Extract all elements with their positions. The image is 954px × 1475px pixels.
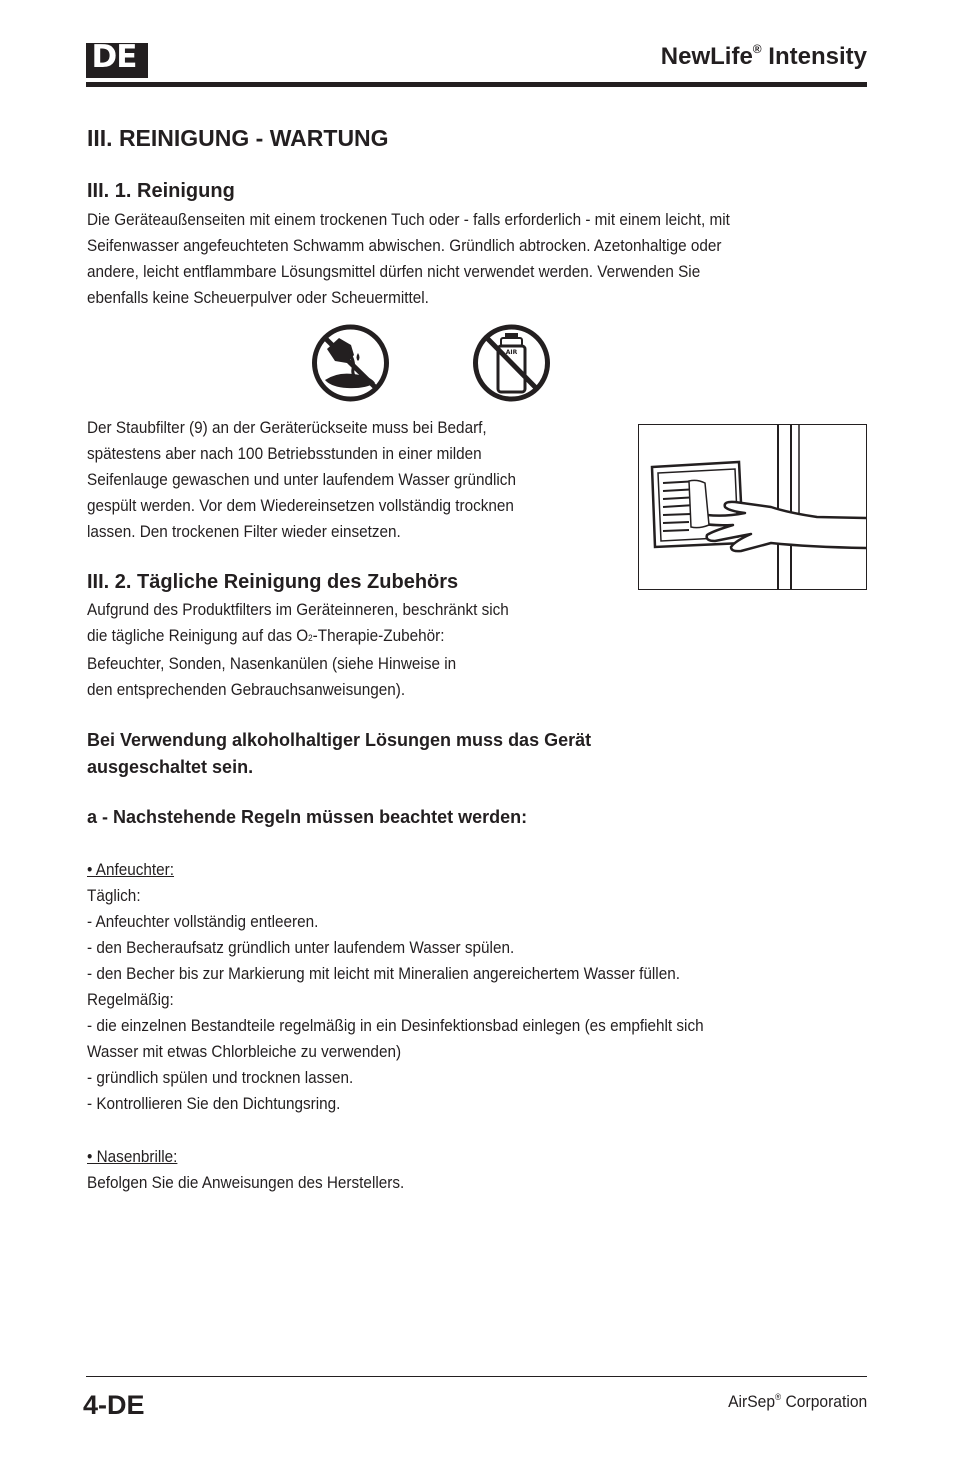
page-number: 4-DE — [83, 1390, 145, 1420]
text-line: andere, leicht entflammbare Lösungsmittel dürfen nicht verwendet werden. Verwenden Sie — [87, 262, 701, 281]
text-line: gespült werden. Vor dem Wiedereinsetzen vollständig trocknen — [87, 496, 514, 515]
text-line: Aufgrund des Produktfilters im Geräteinneren, beschränkt sich — [87, 600, 509, 619]
header-rule — [86, 82, 867, 87]
registered-mark: ® — [774, 1392, 781, 1402]
text-fragment: die tägliche Reinigung auf das O — [87, 626, 309, 645]
text-line: - Anfeuchter vollständig entleeren. — [87, 912, 319, 931]
text-line: - den Becheraufsatz gründlich unter laufendem Wasser spülen. — [87, 938, 515, 957]
text-line: - den Becher bis zur Markierung mit leicht mit Mineralien angereichertem Wasser füllen. — [87, 964, 680, 983]
text-line: Seifenlauge gewaschen und unter laufendem Wasser gründlich — [87, 470, 516, 489]
reinigung-heading: III. 1. Reinigung — [87, 180, 235, 202]
text-line: den entsprechenden Gebrauchsanweisungen). — [87, 680, 406, 699]
company-name — [728, 1392, 867, 1412]
text-line: - Kontrollieren Sie den Dichtungsring. — [87, 1094, 341, 1113]
text-line: Der Staubfilter (9) an der Geräterückseite muss bei Bedarf, — [87, 418, 487, 437]
footer-rule — [86, 1376, 867, 1377]
nasenbrille-title: • Nasenbrille: — [87, 1147, 178, 1166]
text-line: Regelmäßig: — [87, 990, 174, 1009]
text-line — [87, 623, 509, 651]
section-title: III. REINIGUNG - WARTUNG — [87, 125, 389, 151]
text-line: spätestens aber nach 100 Betriebsstunden in einer milden — [87, 444, 482, 463]
company-suffix: Corporation — [780, 1392, 867, 1411]
text-line: Die Geräteaußenseiten mit einem trockenen Tuch oder - falls erforderlich - mit einem leicht, mit — [87, 210, 730, 229]
product-name: NewLife — [660, 43, 753, 70]
text-line: ebenfalls keine Scheuerpulver oder Scheuermittel. — [87, 288, 429, 307]
text-line: Seifenwasser angefeuchteten Schwamm abwischen. Gründlich abtrocken. Azetonhaltige oder — [87, 236, 722, 255]
product-model: Intensity — [761, 43, 867, 70]
warning-line: Bei Verwendung alkoholhaltiger Lösungen muss das Gerät — [87, 730, 592, 750]
language-badge — [86, 39, 148, 78]
product-title — [661, 43, 867, 71]
reinigung-paragraph — [87, 207, 730, 311]
no-liquid-icon — [309, 323, 392, 403]
spray-can-label: AIR — [505, 349, 518, 356]
filter-paragraph — [87, 415, 516, 545]
rules-heading: a - Nachstehende Regeln müssen beachtet werden: — [87, 807, 528, 827]
text-fragment: -Therapie-Zubehör: — [312, 626, 445, 645]
anfeuchter-title: • Anfeuchter: — [87, 860, 175, 879]
filter-removal-illustration — [638, 424, 867, 590]
oxygen-subscript: 2 — [308, 633, 313, 643]
zubehoer-heading: III. 2. Tägliche Reinigung des Zubehörs — [87, 571, 459, 593]
text-line: Befeuchter, Sonden, Nasenkanülen (siehe Hinweise in — [87, 654, 457, 673]
company-brand: AirSep — [727, 1392, 775, 1411]
text-line: Befolgen Sie die Anweisungen des Herstellers. — [87, 1173, 405, 1192]
anfeuchter-section — [87, 857, 704, 1117]
registered-mark: ® — [752, 42, 762, 56]
text-line: lassen. Den trockenen Filter wieder einsetzen. — [87, 522, 401, 541]
zubehoer-paragraph — [87, 597, 509, 703]
hand-filter-drawing — [639, 425, 866, 589]
text-line: - gründlich spülen und trocknen lassen. — [87, 1068, 354, 1087]
alcohol-warning — [87, 727, 591, 781]
text-line: - die einzelnen Bestandteile regelmäßig in ein Desinfektionsbad einlegen (es empfiehlt sich — [87, 1016, 704, 1035]
no-spray-icon — [471, 323, 552, 403]
warning-line: ausgeschaltet sein. — [87, 757, 254, 777]
nasenbrille-section — [87, 1144, 404, 1196]
text-line: Täglich: — [87, 886, 141, 905]
text-line: Wasser mit etwas Chlorbleiche zu verwenden) — [87, 1042, 402, 1061]
language-code: DE — [91, 39, 137, 75]
